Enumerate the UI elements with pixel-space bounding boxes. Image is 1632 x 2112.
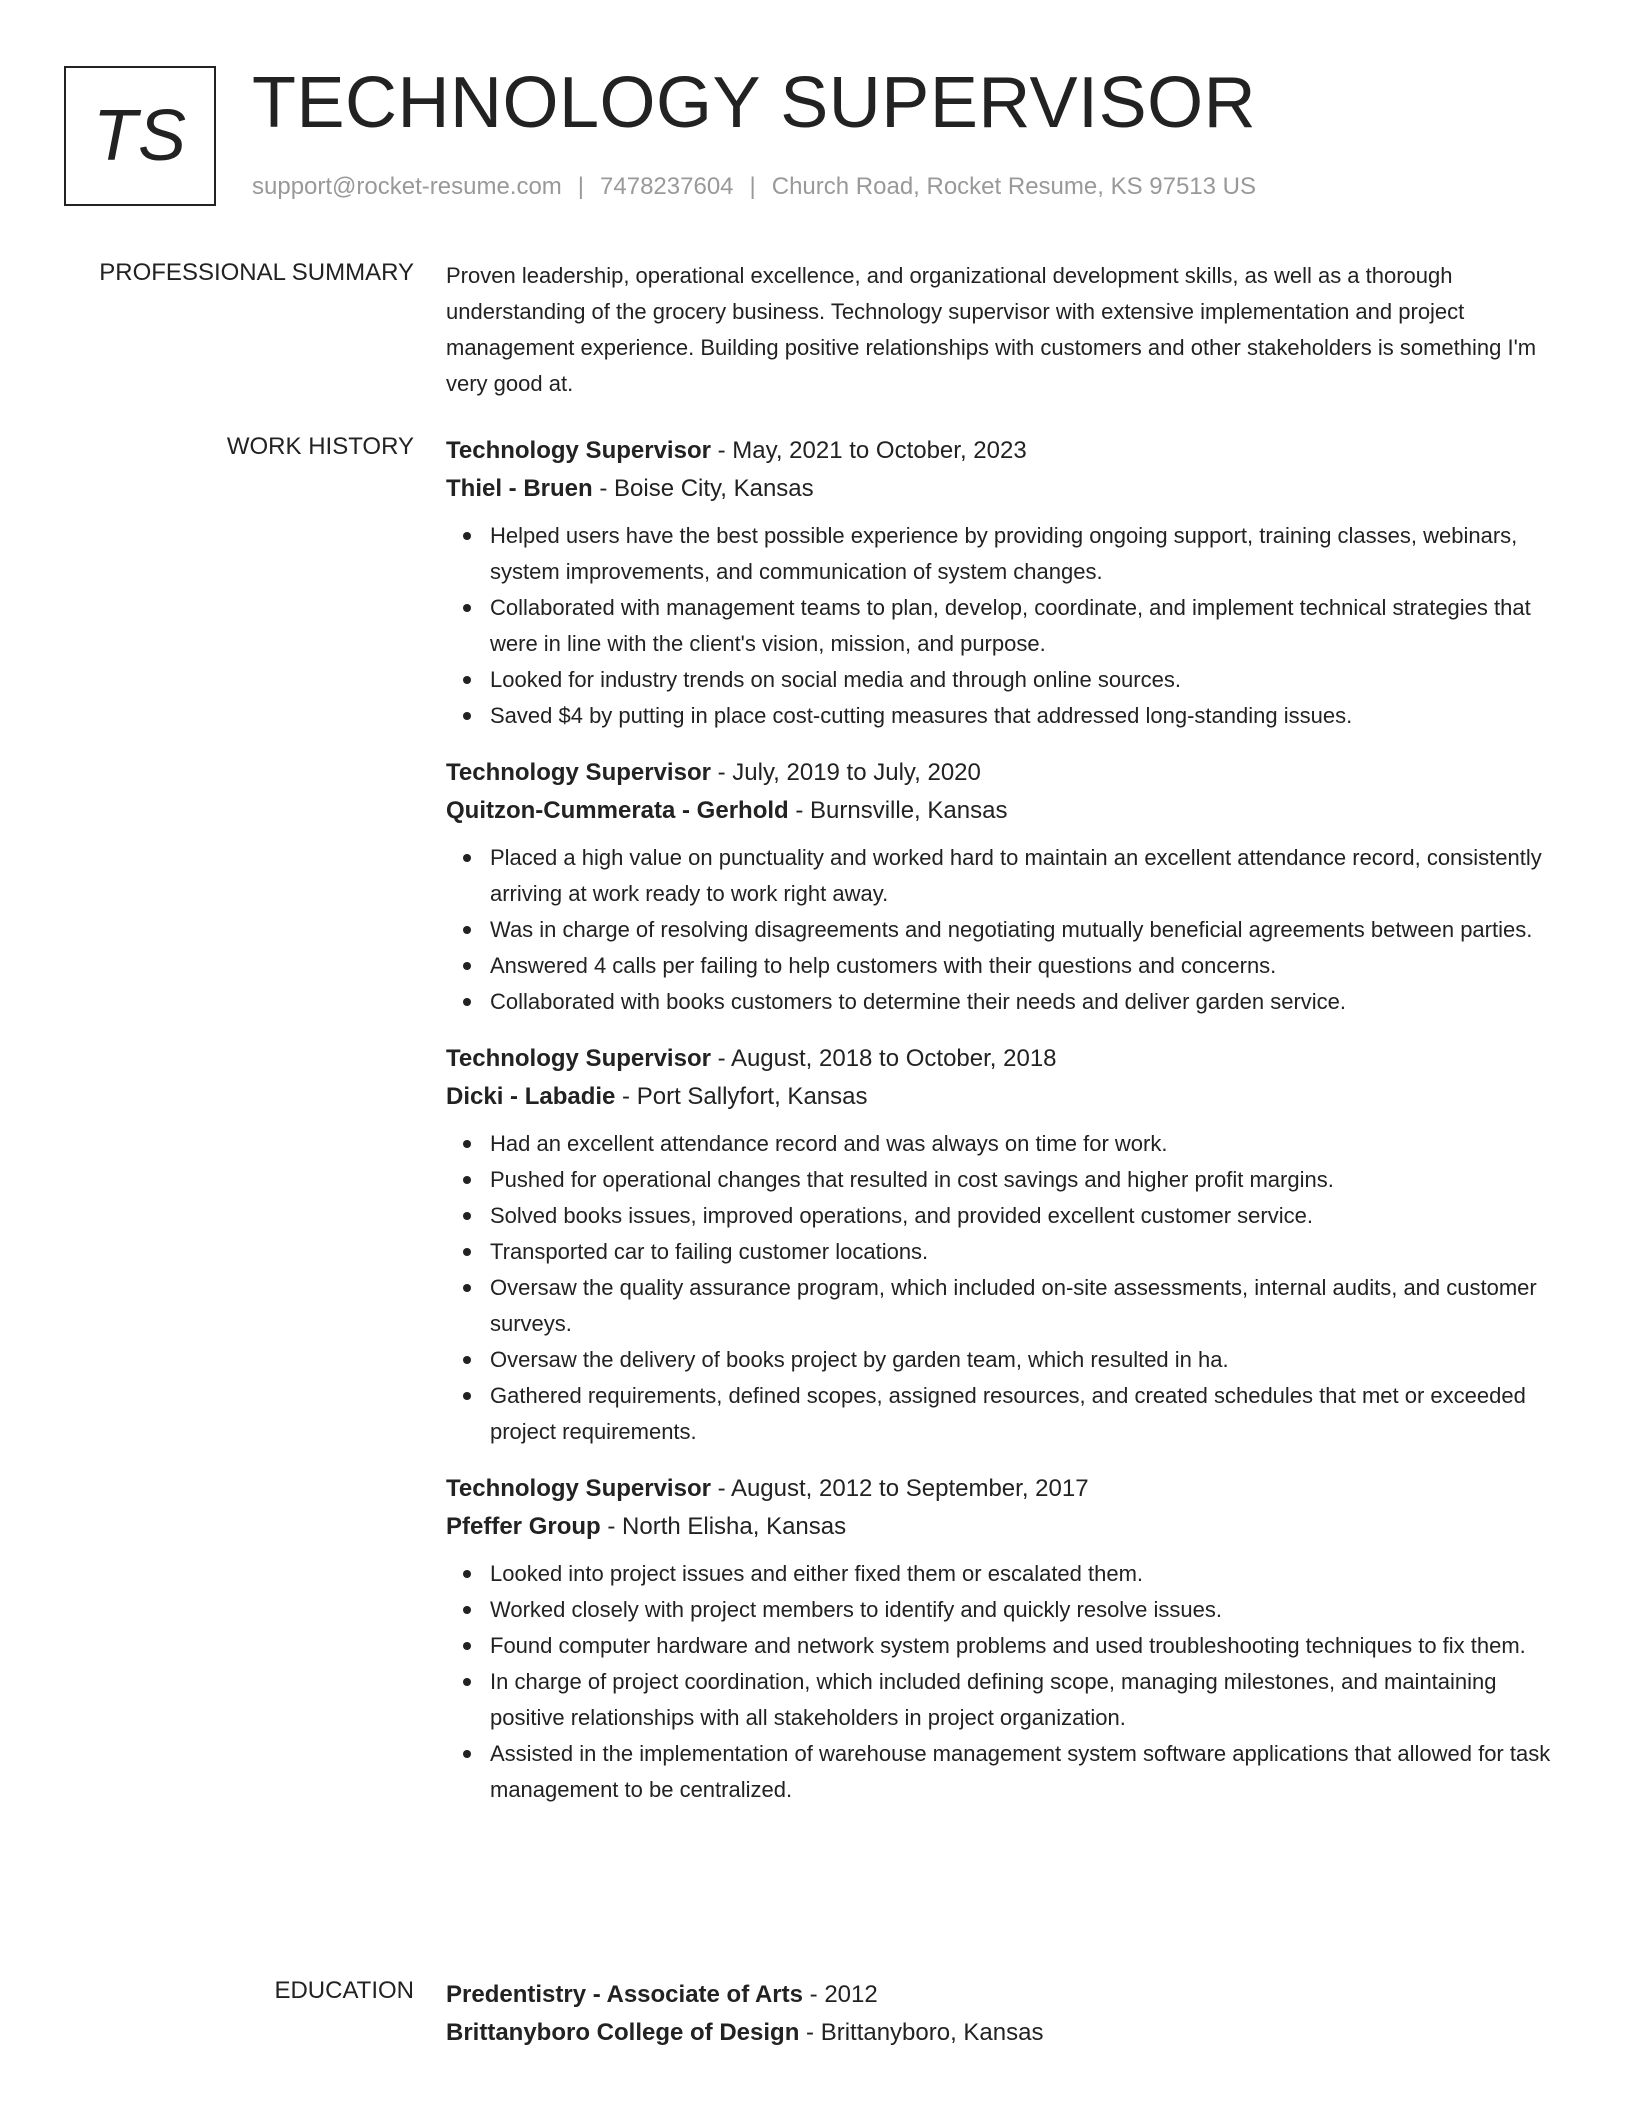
job-bullets — [446, 518, 1566, 734]
job-bullets — [446, 840, 1566, 1020]
contact-address: Church Road, Rocket Resume, KS 97513 US — [771, 173, 1256, 200]
job-dates: - August, 2012 to September, 2017 — [710, 1475, 1089, 1502]
resume-header — [64, 64, 1564, 214]
bullet-item: Gathered requirements, defined scopes, assigned resources, and created schedules that met or exceeded project requirements. — [490, 1378, 1566, 1450]
graduation-year: - 2012 — [803, 1981, 878, 2008]
bullet-item: Looked into project issues and either fixed them or escalated them. — [490, 1556, 1566, 1592]
job-company: Thiel - Bruen — [446, 475, 593, 502]
bullet-item: Solved books issues, improved operations, and provided excellent customer service. — [490, 1198, 1566, 1234]
contact-separator: | — [577, 173, 585, 200]
job-entry — [446, 754, 1566, 1020]
bullet-item: Worked closely with project members to identify and quickly resolve issues. — [490, 1592, 1566, 1628]
bullet-item: Placed a high value on punctuality and worked hard to maintain an excellent attendance record, consistently arriving at work ready to work right away. — [490, 840, 1566, 912]
job-title: Technology Supervisor — [446, 437, 711, 464]
bullet-item: Helped users have the best possible experience by providing ongoing support, training classes, webinars, system improvements, and communication of system changes. — [490, 518, 1566, 590]
job-company: Quitzon-Cummerata - Gerhold — [446, 797, 789, 824]
job-location: - North Elisha, Kansas — [600, 1513, 847, 1540]
contact-separator: | — [749, 173, 756, 200]
section-heading: PROFESSIONAL SUMMARY — [99, 259, 414, 286]
job-dates: - July, 2019 to July, 2020 — [710, 759, 981, 786]
monogram-badge: TS — [64, 66, 216, 206]
contact-phone: 7478237604 — [600, 173, 734, 200]
bullet-item: Saved $4 by putting in place cost-cutting measures that addressed long-standing issues. — [490, 698, 1566, 734]
bullet-item: Looked for industry trends on social media and through online sources. — [490, 662, 1566, 698]
job-title: Technology Supervisor — [446, 759, 711, 786]
job-location: - Boise City, Kansas — [592, 475, 814, 502]
job-entry — [446, 1470, 1566, 1808]
bullet-item: Found computer hardware and network system problems and used troubleshooting techniques to fix them. — [490, 1628, 1566, 1664]
job-company-line — [446, 1508, 1566, 1546]
contact-line — [252, 172, 1256, 202]
job-dates: - August, 2018 to October, 2018 — [710, 1045, 1057, 1072]
job-dates: - May, 2021 to October, 2023 — [710, 437, 1027, 464]
job-entry — [446, 1040, 1566, 1450]
bullet-item: Assisted in the implementation of warehouse management system software applications that allowed for task management to be centralized. — [490, 1736, 1566, 1808]
job-title: Technology Supervisor — [446, 1045, 711, 1072]
bullet-item: Pushed for operational changes that resulted in cost savings and higher profit margins. — [490, 1162, 1566, 1198]
school-name: Brittanyboro College of Design — [446, 2019, 800, 2046]
contact-email: support@rocket-resume.com — [252, 173, 562, 200]
bullet-item: Answered 4 calls per failing to help customers with their questions and concerns. — [490, 948, 1566, 984]
job-company: Dicki - Labadie — [446, 1083, 616, 1110]
section-body — [446, 258, 1566, 402]
job-company-line — [446, 792, 1566, 830]
job-location: - Port Sallyfort, Kansas — [615, 1083, 868, 1110]
job-company-line — [446, 470, 1566, 508]
school-line — [446, 2014, 1566, 2052]
job-company: Pfeffer Group — [446, 1513, 601, 1540]
bullet-item: Collaborated with management teams to plan, develop, coordinate, and implement technical strategies that were in line with the client's vision, mission, and purpose. — [490, 590, 1566, 662]
bullet-item: Oversaw the quality assurance program, which included on-site assessments, internal audits, and customer surveys. — [490, 1270, 1566, 1342]
bullet-item: Had an excellent attendance record and was always on time for work. — [490, 1126, 1566, 1162]
candidate-name: TECHNOLOGY SUPERVISOR — [252, 63, 1257, 143]
job-company-line — [446, 1078, 1566, 1116]
job-title-line — [446, 432, 1566, 470]
bullet-item: Transported car to failing customer locations. — [490, 1234, 1566, 1270]
job-entry — [446, 432, 1566, 734]
job-bullets — [446, 1126, 1566, 1450]
section-body — [446, 1976, 1566, 2072]
job-bullets — [446, 1556, 1566, 1808]
job-location: - Burnsville, Kansas — [788, 797, 1008, 824]
job-title-line — [446, 1470, 1566, 1508]
job-title-line — [446, 754, 1566, 792]
section-heading: WORK HISTORY — [226, 433, 414, 460]
education-entry — [446, 1976, 1566, 2052]
school-location: - Brittanyboro, Kansas — [799, 2019, 1044, 2046]
degree: Predentistry - Associate of Arts — [446, 1981, 803, 2008]
bullet-item: Oversaw the delivery of books project by garden team, which resulted in ha. — [490, 1342, 1566, 1378]
job-title-line — [446, 1040, 1566, 1078]
section-body — [446, 432, 1566, 1828]
job-title: Technology Supervisor — [446, 1475, 711, 1502]
bullet-item: In charge of project coordination, which included defining scope, managing milestones, and maintaining positive relationships with all stakeholders in project organization. — [490, 1664, 1566, 1736]
degree-line — [446, 1976, 1566, 2014]
bullet-item: Collaborated with books customers to determine their needs and deliver garden service. — [490, 984, 1566, 1020]
bullet-item: Was in charge of resolving disagreements and negotiating mutually beneficial agreements between parties. — [490, 912, 1566, 948]
section-heading: EDUCATION — [274, 1977, 414, 2004]
summary-text: Proven leadership, operational excellence, and organizational development skills, as well as a thorough understanding of the grocery business. Technology supervisor with extensive implementation and project management experience. Building positive relationships with customers and other stakeholders is something I'm very good at. — [446, 263, 1537, 396]
